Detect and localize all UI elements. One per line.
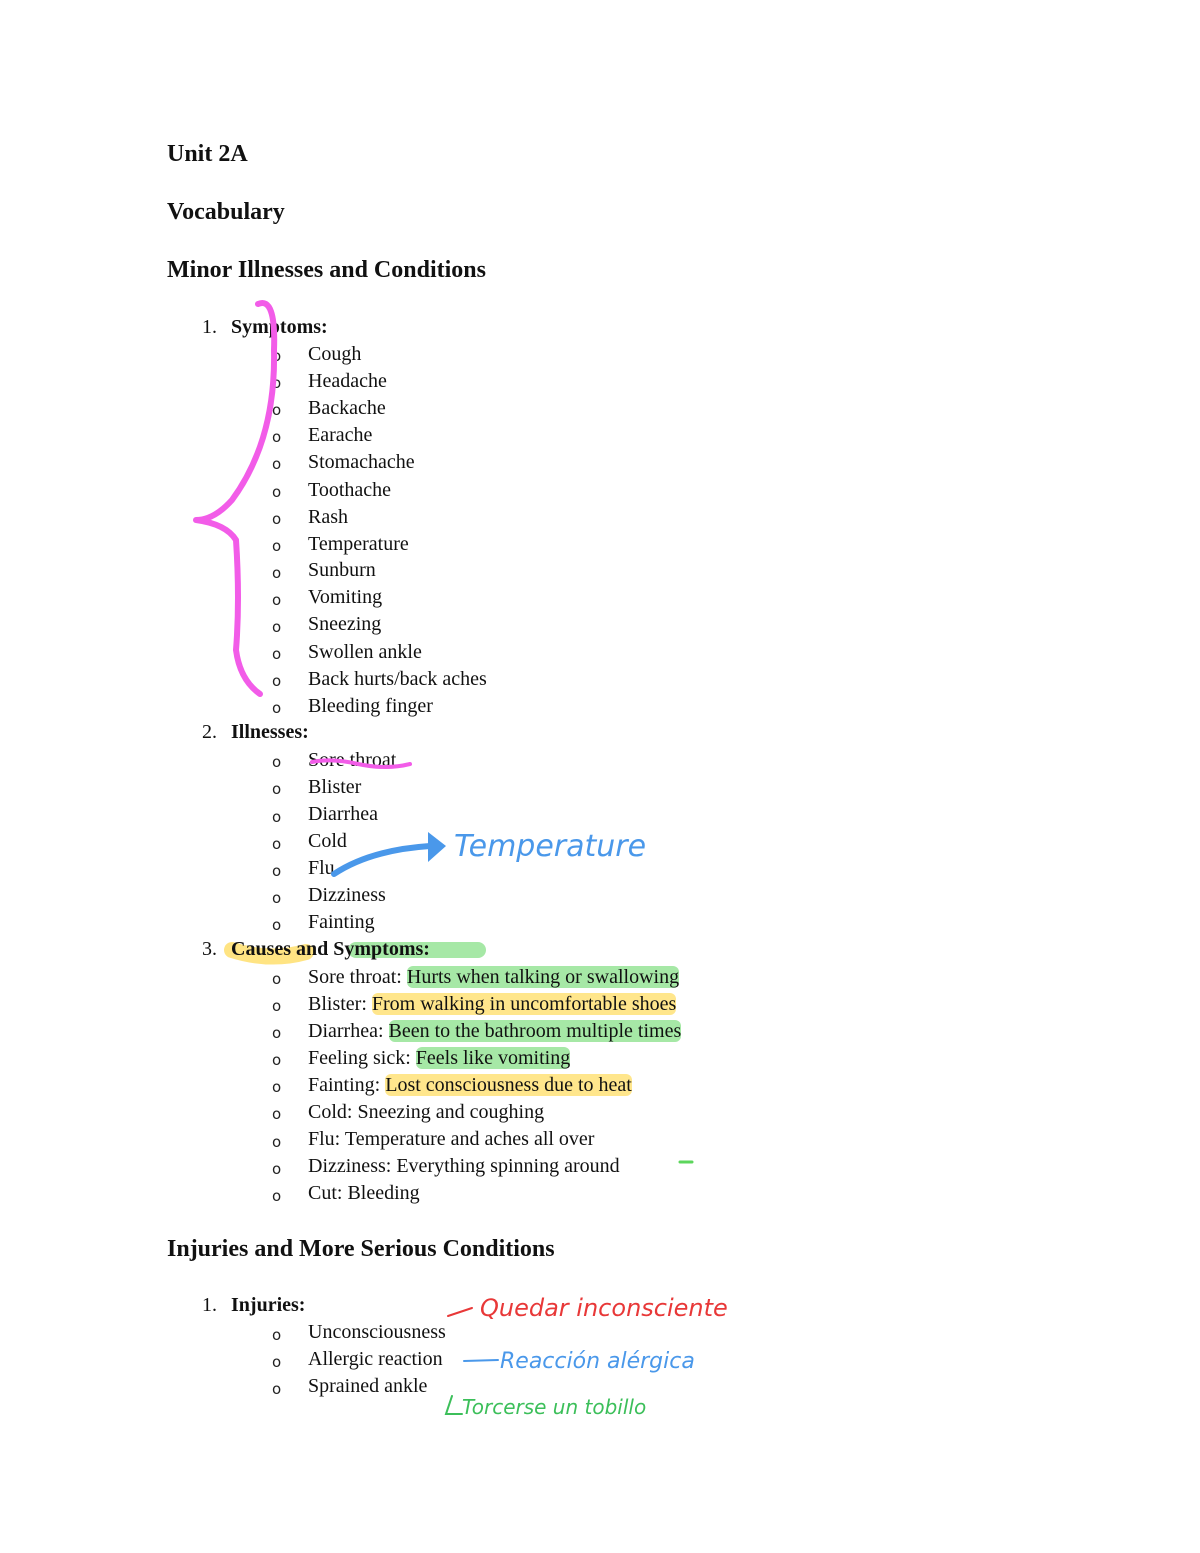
list-item: Blister <box>308 776 362 798</box>
bullet: o <box>272 510 282 528</box>
list-item: Dizziness <box>308 884 386 906</box>
list-item: Toothache <box>308 479 392 501</box>
green-bracket <box>446 1396 462 1414</box>
list-item: Swollen ankle <box>308 641 422 663</box>
item-term: Fainting: <box>308 1074 381 1096</box>
list-label: Symptoms: <box>231 316 328 338</box>
bullet: o <box>272 1187 282 1205</box>
list-item <box>308 993 676 1016</box>
bullet: o <box>272 997 282 1015</box>
item-term: Blister: <box>308 993 367 1015</box>
list-item: Earache <box>308 424 373 446</box>
list-item: Sprained ankle <box>308 1375 428 1397</box>
bullet: o <box>272 699 282 717</box>
bullet: o <box>272 401 282 419</box>
bullet: o <box>272 1380 282 1398</box>
item-description: Hurts when talking or swallowing <box>406 966 680 988</box>
bullet: o <box>272 564 282 582</box>
bullet: o <box>272 428 282 446</box>
bullet: o <box>272 672 282 690</box>
list-item: Bleeding finger <box>308 695 433 717</box>
bullet: o <box>272 889 282 907</box>
list-item: Flu <box>308 857 335 879</box>
bullet: o <box>272 1353 282 1371</box>
list-number: 3. <box>202 938 217 960</box>
arrow-head <box>428 832 446 862</box>
item-description: From walking in uncomfortable shoes <box>371 993 677 1015</box>
bullet: o <box>272 916 282 934</box>
list-item: Diarrhea <box>308 803 378 825</box>
list-number: 1. <box>202 316 217 338</box>
item-term: Feeling sick: <box>308 1047 411 1069</box>
list-item: Fainting <box>308 911 375 933</box>
pink-brace <box>196 303 274 694</box>
item-term: Dizziness: <box>308 1155 392 1177</box>
list-item: Headache <box>308 370 387 392</box>
item-description: Bleeding <box>347 1182 420 1204</box>
bullet: o <box>272 591 282 609</box>
bullet: o <box>272 753 282 771</box>
bullet: o <box>272 1024 282 1042</box>
bullet: o <box>272 808 282 826</box>
bullet: o <box>272 645 282 663</box>
bullet: o <box>272 483 282 501</box>
list-item: Rash <box>308 506 348 528</box>
item-term: Cold: <box>308 1101 353 1123</box>
bullet: o <box>272 1133 282 1151</box>
list-header-illnesses <box>202 721 309 744</box>
item-description: Been to the bathroom multiple times <box>388 1020 682 1042</box>
list-item: Cold <box>308 830 347 852</box>
temperature-note: Temperature <box>454 829 647 864</box>
list-header-causes <box>202 938 430 961</box>
unconscious-note: Quedar inconsciente <box>480 1294 728 1322</box>
list-label: Injuries: <box>231 1294 306 1316</box>
item-description: Lost consciousness due to heat <box>385 1074 632 1096</box>
item-term: Cut: <box>308 1182 343 1204</box>
bullet: o <box>272 835 282 853</box>
bullet: o <box>272 780 282 798</box>
list-item <box>308 1074 632 1097</box>
allergic-note: Reacción alérgica <box>500 1349 695 1374</box>
list-item: Cough <box>308 343 362 365</box>
list-number: 2. <box>202 721 217 743</box>
list-item: Back hurts/back aches <box>308 668 487 690</box>
bullet: o <box>272 862 282 880</box>
item-term: Diarrhea: <box>308 1020 384 1042</box>
blue-dash <box>464 1360 498 1361</box>
list-item: Backache <box>308 397 386 419</box>
list-item: Sore throat <box>308 749 397 771</box>
vocabulary-heading: Vocabulary <box>167 199 285 225</box>
section-heading-minor: Minor Illnesses and Conditions <box>167 257 486 283</box>
item-description: Everything spinning around <box>396 1155 620 1177</box>
bullet: o <box>272 1160 282 1178</box>
list-item: Sunburn <box>308 559 376 581</box>
list-header-symptoms <box>202 316 328 339</box>
list-item <box>308 1128 594 1151</box>
red-dash <box>448 1308 472 1316</box>
bullet: o <box>272 455 282 473</box>
section-heading-injuries: Injuries and More Serious Conditions <box>167 1236 555 1262</box>
item-term: Sore throat: <box>308 966 402 988</box>
list-item <box>308 1020 681 1043</box>
list-label: Illnesses: <box>231 721 309 743</box>
bullet: o <box>272 347 282 365</box>
list-item: Unconsciousness <box>308 1321 446 1343</box>
list-item <box>308 1155 620 1178</box>
list-item: Stomachache <box>308 451 415 473</box>
list-item: Vomiting <box>308 586 383 608</box>
list-item <box>308 1101 544 1124</box>
list-item: Temperature <box>308 533 409 555</box>
blue-arrow <box>334 846 430 874</box>
list-item: Allergic reaction <box>308 1348 443 1370</box>
list-item: Sneezing <box>308 613 382 635</box>
bullet: o <box>272 1051 282 1069</box>
item-description: Temperature and aches all over <box>344 1128 595 1150</box>
bullet: o <box>272 537 282 555</box>
unit-title: Unit 2A <box>167 141 248 167</box>
bullet: o <box>272 970 282 988</box>
list-label: Causes and Symptoms: <box>231 938 430 960</box>
sprained-note: Torcerse un tobillo <box>462 1395 647 1419</box>
list-number: 1. <box>202 1294 217 1316</box>
list-header-injuries <box>202 1294 305 1317</box>
bullet: o <box>272 374 282 392</box>
list-item <box>308 1182 420 1205</box>
list-item <box>308 966 679 989</box>
item-description: Sneezing and coughing <box>357 1101 545 1123</box>
item-term: Flu: <box>308 1128 341 1150</box>
item-description: Feels like vomiting <box>415 1047 571 1069</box>
bullet: o <box>272 1326 282 1344</box>
list-item <box>308 1047 570 1070</box>
bullet: o <box>272 1105 282 1123</box>
bullet: o <box>272 1078 282 1096</box>
bullet: o <box>272 618 282 636</box>
